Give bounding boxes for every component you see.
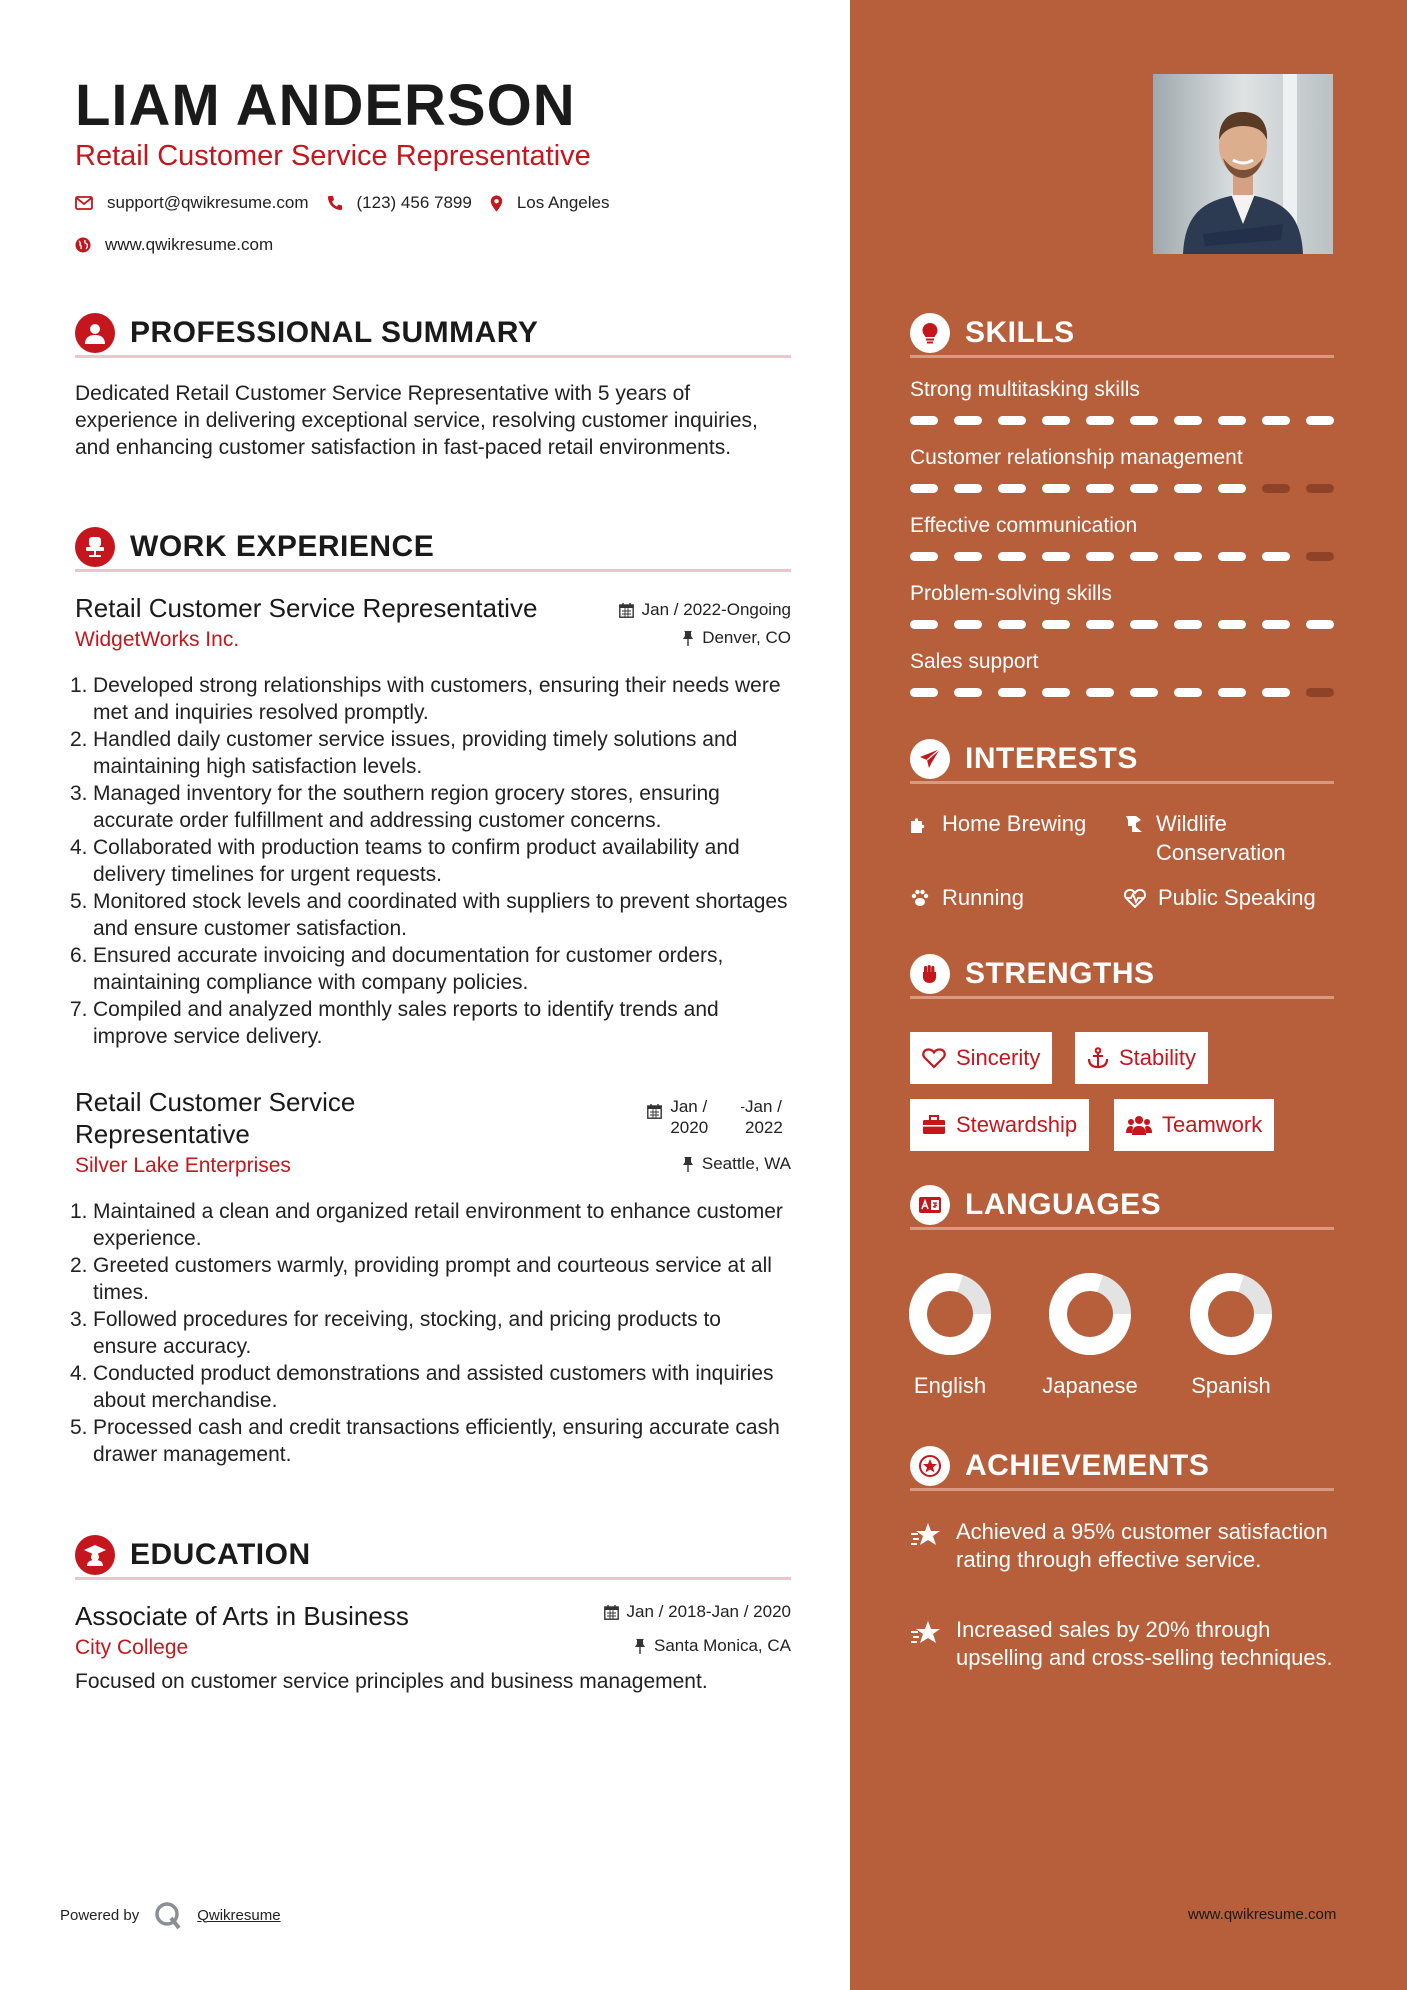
- skill-dot: [1130, 484, 1158, 493]
- strength-tag: [910, 1032, 1052, 1084]
- skill-dot: [998, 688, 1026, 697]
- envelope-icon: [75, 196, 93, 210]
- skill-dot: [1130, 688, 1158, 697]
- skill-dot: [910, 484, 938, 493]
- job-date-end: Jan / 2022: [745, 1097, 783, 1137]
- graduate-icon: [75, 1535, 115, 1575]
- language-icon: [910, 1185, 950, 1225]
- skill-dot: [910, 688, 938, 697]
- skill-dot: [1306, 620, 1334, 629]
- duty-item: 2. Greeted customers warmly, providing prompt and courteous service at all times.: [70, 1254, 772, 1304]
- skill-item: [910, 378, 1334, 425]
- briefcase-chair-icon: [75, 527, 115, 567]
- skill-rating: [910, 620, 1334, 629]
- skills-section: [910, 314, 1334, 697]
- education-entry: [75, 1600, 791, 1695]
- skill-dot: [1042, 620, 1070, 629]
- duty-list: [70, 672, 791, 1050]
- fist-icon: [910, 954, 950, 994]
- duty-item: 3. Managed inventory for the southern region grocery stores, ensuring accurate order fulfillment and addressing customer concerns.: [70, 782, 720, 832]
- briefcase-icon: [922, 1115, 946, 1135]
- skill-dot: [1086, 552, 1114, 561]
- strength-label: Stability: [1119, 1045, 1197, 1070]
- paper-plane-icon: [910, 739, 950, 779]
- interest-item: [1124, 809, 1334, 867]
- skill-dot: [1174, 552, 1202, 561]
- star-badge-icon: [910, 1446, 950, 1486]
- achievement-item: [910, 1518, 1334, 1574]
- job-date: [647, 1096, 791, 1138]
- interest-label: Running: [942, 885, 1024, 910]
- strengths-section: [910, 955, 1334, 999]
- degree-title: Associate of Arts in Business: [75, 1601, 409, 1631]
- skill-dot: [954, 416, 982, 425]
- phone-text: (123) 456 7899: [356, 193, 472, 212]
- email-text: support@qwikresume.com: [107, 193, 309, 212]
- duty-item: 4. Collaborated with production teams to confirm product availability and delivery timelines for urgent requests.: [70, 836, 740, 886]
- strength-label: Teamwork: [1162, 1112, 1263, 1137]
- duty-item: 6. Ensured accurate invoicing and documentation for customer orders, maintaining compliance with company policies.: [70, 944, 724, 994]
- shooting-star-icon: [910, 1522, 942, 1548]
- skill-rating: [910, 688, 1334, 697]
- interests-title: INTERESTS: [965, 741, 1138, 775]
- skill-dot: [1174, 688, 1202, 697]
- languages-heading: [910, 1186, 1334, 1230]
- skill-dot: [954, 688, 982, 697]
- skill-name: Effective communication: [910, 514, 1138, 537]
- interest-item: [910, 883, 1024, 912]
- interest-label: Home Brewing: [942, 811, 1087, 836]
- powered-by: [60, 1900, 281, 1930]
- experience-heading: [75, 528, 791, 572]
- education-section: [75, 1536, 791, 1695]
- pelican-icon: [1124, 814, 1144, 834]
- interests-section: [910, 740, 1334, 784]
- skill-dot: [910, 552, 938, 561]
- skill-dot: [1218, 416, 1246, 425]
- job-date-text: Jan / 2022-Ongoing: [641, 600, 791, 619]
- skill-dot: [1130, 552, 1158, 561]
- summary-section: [75, 314, 791, 461]
- candidate-title: Retail Customer Service Representative: [75, 140, 591, 172]
- skill-item: [910, 582, 1334, 629]
- heart-icon: [922, 1047, 946, 1069]
- skill-dot: [1218, 552, 1246, 561]
- skill-dot: [1262, 416, 1290, 425]
- skill-dot: [1086, 688, 1114, 697]
- interest-item: [1124, 883, 1316, 912]
- achievement-text: Achieved a 95% customer satisfaction rating through effective service.: [956, 1519, 1328, 1572]
- skills-list: [910, 378, 1334, 697]
- language-donut: [1048, 1272, 1132, 1356]
- duty-item: 1. Developed strong relationships with customers, ensuring their needs were met and inquiries resolved promptly.: [70, 674, 781, 724]
- skill-rating: [910, 552, 1334, 561]
- skill-name: Sales support: [910, 650, 1039, 673]
- interest-label: Wildlife Conservation: [1156, 811, 1286, 865]
- website-text: www.qwikresume.com: [105, 235, 274, 254]
- strengths-title: STRENGTHS: [965, 956, 1155, 990]
- experience-title: WORK EXPERIENCE: [130, 529, 435, 563]
- job-date: [619, 600, 791, 620]
- skill-rating: [910, 416, 1334, 425]
- language-item: [890, 1272, 1010, 1399]
- strength-label: Sincerity: [956, 1045, 1041, 1070]
- achievements-title: ACHIEVEMENTS: [965, 1448, 1210, 1482]
- paw-icon: [910, 888, 930, 908]
- company-name: Silver Lake Enterprises: [75, 1154, 291, 1177]
- education-location-text: Santa Monica, CA: [653, 1636, 791, 1655]
- job-location: [682, 1154, 791, 1174]
- language-name: Japanese: [1042, 1373, 1138, 1398]
- job-title: Retail Customer Service Representative: [75, 593, 538, 623]
- education-description: Focused on customer service principles and business management.: [75, 1670, 708, 1693]
- skill-name: Problem-solving skills: [910, 582, 1112, 605]
- skill-dot: [998, 552, 1026, 561]
- language-item: [1030, 1272, 1150, 1399]
- contact-location: [490, 193, 610, 213]
- job-location-text: Denver, CO: [702, 628, 791, 647]
- duty-item: 7. Compiled and analyzed monthly sales reports to identify trends and improve service delivery.: [70, 998, 719, 1048]
- skill-dot: [1218, 688, 1246, 697]
- skill-dot: [998, 620, 1026, 629]
- achievement-item: [910, 1616, 1334, 1672]
- contact-phone[interactable]: [327, 193, 472, 213]
- skill-dot: [954, 484, 982, 493]
- skill-dot: [1130, 620, 1158, 629]
- language-item: [1171, 1272, 1291, 1399]
- job-date-start: Jan / 2020: [670, 1097, 709, 1137]
- job-date-separator: -: [740, 1098, 745, 1114]
- skill-dot: [1306, 484, 1334, 493]
- skill-dot: [1306, 552, 1334, 561]
- job-location-text: Seattle, WA: [701, 1154, 791, 1173]
- team-icon: [1126, 1115, 1152, 1135]
- education-location: [634, 1636, 791, 1656]
- skill-dot: [1042, 416, 1070, 425]
- qwikresume-link[interactable]: Qwikresume: [197, 1906, 281, 1924]
- skill-dot: [910, 416, 938, 425]
- pushpin-icon: [682, 630, 694, 646]
- anchor-icon: [1087, 1047, 1109, 1069]
- skill-dot: [1306, 416, 1334, 425]
- language-name: Spanish: [1191, 1373, 1271, 1398]
- interests-heading: [910, 740, 1334, 784]
- company-name: WidgetWorks Inc.: [75, 628, 240, 651]
- phone-icon: [327, 195, 343, 211]
- experience-section: [70, 528, 791, 1468]
- duty-item: 5. Monitored stock levels and coordinated with suppliers to prevent shortages and ensure customer satisfaction.: [70, 890, 788, 940]
- skill-dot: [1218, 484, 1246, 493]
- puzzle-icon: [910, 814, 930, 834]
- summary-heading: [75, 314, 791, 358]
- skill-dot: [1174, 416, 1202, 425]
- skill-dot: [998, 416, 1026, 425]
- skill-dot: [954, 620, 982, 629]
- contact-row: [75, 193, 627, 213]
- strength-label: Stewardship: [956, 1112, 1078, 1137]
- skill-dot: [1042, 552, 1070, 561]
- calendar-icon: [604, 1605, 619, 1620]
- skill-dot: [1086, 416, 1114, 425]
- candidate-name: LIAM ANDERSON: [75, 73, 576, 138]
- contact-website[interactable]: [75, 235, 273, 255]
- skill-dot: [1174, 484, 1202, 493]
- duty-item: 2. Handled daily customer service issues, providing timely solutions and maintaining high satisfaction levels.: [70, 728, 738, 778]
- heartbeat-icon: [1124, 888, 1146, 908]
- strength-tag: [1075, 1032, 1208, 1084]
- duty-item: 5. Processed cash and credit transactions efficiently, ensuring accurate cash drawer management.: [70, 1416, 780, 1466]
- profile-photo: [1153, 74, 1333, 254]
- skill-dot: [1306, 688, 1334, 697]
- user-icon: [75, 313, 115, 353]
- school-name: City College: [75, 1636, 189, 1659]
- skill-dot: [1174, 620, 1202, 629]
- language-donut: [1189, 1272, 1273, 1356]
- education-date: [604, 1602, 791, 1622]
- skill-name: Customer relationship management: [910, 446, 1243, 469]
- calendar-icon: [647, 1104, 662, 1119]
- globe-icon: [75, 237, 91, 253]
- skill-dot: [1218, 620, 1246, 629]
- achievements-heading: [910, 1447, 1334, 1491]
- strength-tag: [1114, 1099, 1274, 1151]
- languages-section: [910, 1186, 1334, 1230]
- education-heading: [75, 1536, 791, 1580]
- interest-item: [910, 809, 1086, 838]
- skill-dot: [1086, 620, 1114, 629]
- map-pin-icon: [490, 195, 503, 212]
- skill-item: [910, 650, 1334, 697]
- duty-item: 4. Conducted product demonstrations and assisted customers with inquiries about merchandise.: [70, 1362, 774, 1412]
- achievement-text: Increased sales by 20% through upselling and cross-selling techniques.: [956, 1617, 1333, 1670]
- skill-rating: [910, 484, 1334, 493]
- skill-dot: [1042, 688, 1070, 697]
- skill-dot: [1262, 688, 1290, 697]
- skill-dot: [1130, 416, 1158, 425]
- footer-website[interactable]: www.qwikresume.com: [1188, 1906, 1337, 1923]
- shooting-star-icon: [910, 1620, 942, 1646]
- duty-item: 3. Followed procedures for receiving, stocking, and pricing products to ensure accuracy.: [70, 1308, 721, 1358]
- skill-dot: [954, 552, 982, 561]
- skill-dot: [1262, 484, 1290, 493]
- education-date-text: Jan / 2018-Jan / 2020: [626, 1602, 791, 1621]
- job-title: Retail Customer Service Representative: [75, 1087, 356, 1149]
- duty-item: 1. Maintained a clean and organized retail environment to enhance customer experience.: [70, 1200, 783, 1250]
- job-entry: [70, 1086, 791, 1468]
- pushpin-icon: [682, 1156, 694, 1172]
- skill-item: [910, 514, 1334, 561]
- skill-dot: [1262, 552, 1290, 561]
- interest-label: Public Speaking: [1158, 885, 1316, 910]
- skills-heading: [910, 314, 1334, 358]
- strength-tag: [910, 1099, 1089, 1151]
- powered-by-text: Powered by: [60, 1906, 140, 1924]
- achievements-section: [910, 1447, 1334, 1491]
- summary-title: PROFESSIONAL SUMMARY: [130, 315, 539, 349]
- skill-dot: [1086, 484, 1114, 493]
- contact-row-2: [75, 235, 291, 255]
- language-name: English: [913, 1373, 987, 1398]
- job-location: [682, 628, 791, 648]
- skill-dot: [1262, 620, 1290, 629]
- job-entry: [70, 592, 791, 1050]
- language-donut: [908, 1272, 992, 1356]
- contact-email[interactable]: [75, 193, 309, 213]
- duty-list: [70, 1198, 791, 1468]
- summary-text: Dedicated Retail Customer Service Representative with 5 years of experience in delivering exceptional service, resolving customer inquiries, and enhancing customer satisfaction in fast-paced retail environments.: [75, 382, 758, 459]
- location-text: Los Angeles: [516, 193, 610, 212]
- skills-title: SKILLS: [965, 315, 1075, 349]
- skill-dot: [998, 484, 1026, 493]
- calendar-icon: [619, 603, 634, 618]
- skill-dot: [1042, 484, 1070, 493]
- education-title: EDUCATION: [130, 1537, 311, 1571]
- strengths-heading: [910, 955, 1334, 999]
- lightbulb-icon: [910, 313, 950, 353]
- skill-dot: [910, 620, 938, 629]
- skill-name: Strong multitasking skills: [910, 378, 1140, 401]
- qwikresume-logo-icon: [153, 1900, 183, 1930]
- pushpin-icon: [634, 1638, 646, 1654]
- skill-item: [910, 446, 1334, 493]
- languages-title: LANGUAGES: [965, 1187, 1162, 1221]
